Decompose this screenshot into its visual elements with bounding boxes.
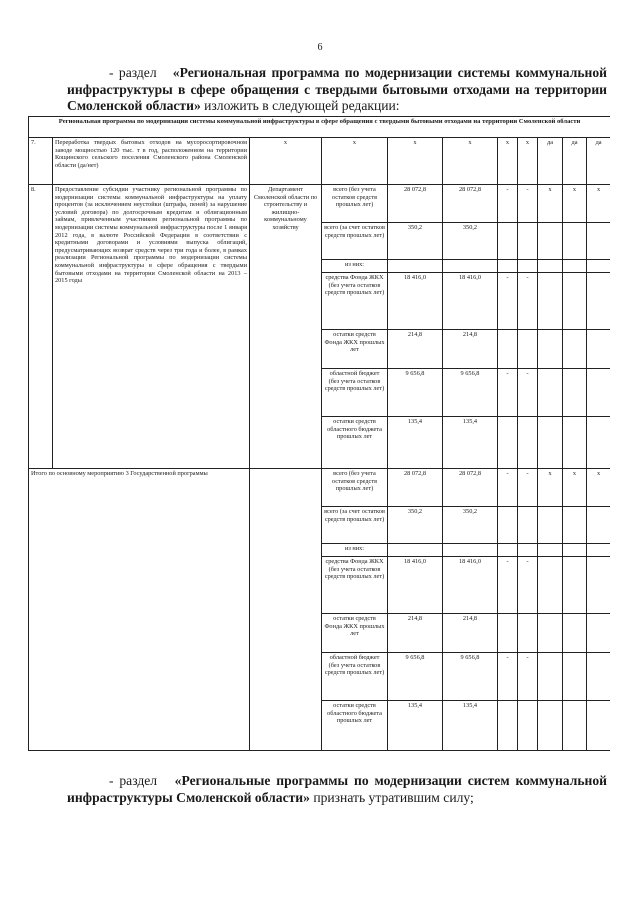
- flag-cell: х: [587, 185, 611, 223]
- flag-cell: [587, 544, 611, 557]
- row7-cell: х: [518, 138, 538, 185]
- flag-cell: [538, 260, 563, 273]
- program-table: [28, 116, 610, 774]
- amount-total: [388, 544, 443, 557]
- source-label: всего (за счет остатков средств прошлых лет): [322, 223, 388, 260]
- outro-prefix: - раздел: [109, 773, 158, 788]
- source-label: областной бюджет (без учета остатков средств прошлых лет): [322, 653, 388, 701]
- amount-year1: [443, 544, 498, 557]
- flag-cell: [538, 223, 563, 260]
- flag-cell: [587, 653, 611, 701]
- amount-year3: -: [518, 557, 538, 614]
- flag-cell: [538, 369, 563, 417]
- flag-cell: х: [563, 185, 587, 223]
- intro-program-title: «Региональная программа по модернизации системы коммунальной инфраструктуры в сфере обращения с твердыми бытовыми отходами на территории Смоленской области»: [67, 65, 607, 113]
- row7-name: Переработка твердых бытовых отходов на мусоросортировочном заводе мощностью 120 тыс. т в год, расположенном на территории Кощинского сельского поселения Смоленского района Смоленской области (да/нет): [53, 138, 250, 185]
- flag-cell: х: [538, 469, 563, 507]
- amount-total: 135,4: [388, 417, 443, 469]
- amount-total: 28 072,8: [388, 469, 443, 507]
- amount-year2: [498, 614, 518, 653]
- intro-paragraph: [67, 65, 607, 115]
- amount-year2: -: [498, 369, 518, 417]
- flag-cell: [587, 557, 611, 614]
- amount-year2: -: [498, 653, 518, 701]
- row7-cell: х: [443, 138, 498, 185]
- amount-year3: [518, 330, 538, 369]
- amount-year2: [498, 417, 518, 469]
- flag-cell: х: [587, 469, 611, 507]
- amount-year1: 28 072,8: [443, 469, 498, 507]
- amount-year3: -: [518, 469, 538, 507]
- source-label: всего (без учета остатков средств прошлых лет): [322, 185, 388, 223]
- amount-year1: 214,8: [443, 614, 498, 653]
- flag-cell: [563, 557, 587, 614]
- flag-cell: [538, 330, 563, 369]
- flag-cell: [587, 614, 611, 653]
- amount-year1: 28 072,8: [443, 185, 498, 223]
- total-executor: [250, 469, 322, 751]
- amount-total: 135,4: [388, 701, 443, 751]
- amount-year3: [518, 417, 538, 469]
- row7-cell: х: [498, 138, 518, 185]
- amount-year2: -: [498, 185, 518, 223]
- amount-year3: -: [518, 273, 538, 330]
- flag-cell: [587, 330, 611, 369]
- source-label: остатки средств Фонда ЖКХ прошлых лет: [322, 614, 388, 653]
- amount-year3: [518, 507, 538, 544]
- amount-year2: -: [498, 469, 518, 507]
- flag-cell: [563, 653, 587, 701]
- flag-cell: [538, 653, 563, 701]
- flag-cell: [563, 417, 587, 469]
- row8-name: Предоставление субсидии участнику региональной программы по модернизации системы коммунальной инфраструктуры на уплату процентов (за исключением неустойки (штрафа, пеней) за нарушение условий договора) по долгосрочным кредитам и облигационным займам, привлеченным участником региональной программы по модернизации системы коммунальной инфраструктуры после 1 января 2012 года, в валюте Российской Федерации в соответствии с кредитными договорами и условиями выпуска облигаций, предусматривающих возврат средств через три года и более, в рамках реализации Региональной программы по модернизации системы коммунальной инфраструктуры в сфере обращения с твердыми бытовыми отходами на территории Смоленской области на 2013 – 2015 годы: [53, 185, 250, 469]
- source-label: средства Фонда ЖКХ (без учета остатков средств прошлых лет): [322, 273, 388, 330]
- flag-cell: [538, 507, 563, 544]
- amount-year1: 9 656,8: [443, 369, 498, 417]
- source-label: из них:: [322, 544, 388, 557]
- amount-year3: [518, 701, 538, 751]
- amount-year3: -: [518, 369, 538, 417]
- source-label: всего (без учета остатков средств прошлых лет): [322, 469, 388, 507]
- page-number: 6: [317, 42, 323, 53]
- amount-year3: [518, 614, 538, 653]
- outro-paragraph: [67, 773, 607, 806]
- amount-total: 28 072,8: [388, 185, 443, 223]
- flag-cell: [563, 507, 587, 544]
- amount-year2: [498, 260, 518, 273]
- amount-year2: -: [498, 557, 518, 614]
- flag-cell: [587, 273, 611, 330]
- amount-year1: 350,2: [443, 507, 498, 544]
- flag-cell: [587, 507, 611, 544]
- row8-number: 8.: [29, 185, 53, 469]
- source-label: из них:: [322, 260, 388, 273]
- amount-year3: -: [518, 653, 538, 701]
- flag-cell: [563, 330, 587, 369]
- row7-cell: да: [563, 138, 587, 185]
- source-label: средства Фонда ЖКХ (без учета остатков средств прошлых лет): [322, 557, 388, 614]
- flag-cell: [587, 223, 611, 260]
- intro-prefix: - раздел: [109, 65, 157, 80]
- source-label: остатки средств областного бюджета прошлых лет: [322, 417, 388, 469]
- flag-cell: [563, 223, 587, 260]
- row8-executor: Департамент Смоленской области по строительству и жилищно-коммунальному хозяйству: [250, 185, 322, 469]
- flag-cell: [538, 273, 563, 330]
- row7-cell: да: [538, 138, 563, 185]
- row7-cell: х: [322, 138, 388, 185]
- flag-cell: [563, 701, 587, 751]
- amount-year3: [518, 544, 538, 557]
- amount-year2: [498, 544, 518, 557]
- amount-year1: 18 416,0: [443, 273, 498, 330]
- amount-total: 9 656,8: [388, 653, 443, 701]
- amount-year1: 9 656,8: [443, 653, 498, 701]
- flag-cell: [563, 544, 587, 557]
- amount-year2: [498, 507, 518, 544]
- flag-cell: [538, 544, 563, 557]
- total-name: Итого по основному мероприятию 3 Государственной программы: [29, 469, 250, 751]
- flag-cell: [563, 369, 587, 417]
- source-label: всего (за счет остатков средств прошлых лет): [322, 507, 388, 544]
- flag-cell: [538, 557, 563, 614]
- flag-cell: [563, 260, 587, 273]
- source-label: областной бюджет (без учета остатков средств прошлых лет): [322, 369, 388, 417]
- amount-year1: 214,8: [443, 330, 498, 369]
- flag-cell: [538, 701, 563, 751]
- amount-total: 18 416,0: [388, 273, 443, 330]
- outro-suffix: признать утратившим силу;: [313, 789, 474, 805]
- flag-cell: [587, 701, 611, 751]
- row7-cell: х: [250, 138, 322, 185]
- amount-year1: 135,4: [443, 701, 498, 751]
- flag-cell: [563, 273, 587, 330]
- amount-year2: [498, 701, 518, 751]
- outro-program-title: «Региональные программы по модернизации систем коммунальной инфраструктуры Смоленской области»: [67, 773, 607, 805]
- amount-total: 350,2: [388, 223, 443, 260]
- flag-cell: [587, 369, 611, 417]
- flag-cell: [587, 260, 611, 273]
- flag-cell: [538, 614, 563, 653]
- row7-cell: х: [388, 138, 443, 185]
- amount-total: 214,8: [388, 330, 443, 369]
- amount-total: 350,2: [388, 507, 443, 544]
- amount-year3: [518, 260, 538, 273]
- amount-year2: -: [498, 273, 518, 330]
- flag-cell: х: [538, 185, 563, 223]
- amount-total: 214,8: [388, 614, 443, 653]
- amount-year2: [498, 330, 518, 369]
- flag-cell: [563, 614, 587, 653]
- flag-cell: х: [563, 469, 587, 507]
- amount-year2: [498, 223, 518, 260]
- amount-year1: 135,4: [443, 417, 498, 469]
- amount-total: 9 656,8: [388, 369, 443, 417]
- amount-total: 18 416,0: [388, 557, 443, 614]
- amount-year1: [443, 260, 498, 273]
- amount-total: [388, 260, 443, 273]
- flag-cell: [587, 417, 611, 469]
- amount-year1: 350,2: [443, 223, 498, 260]
- row7-number: 7.: [29, 138, 53, 185]
- amount-year3: [518, 223, 538, 260]
- table-header: Региональная программа по модернизации системы коммунальной инфраструктуры в сфере обращения с твердыми бытовыми отходами на территории Смоленской области: [29, 117, 611, 138]
- source-label: остатки средств областного бюджета прошлых лет: [322, 701, 388, 751]
- row7-cell: да: [587, 138, 611, 185]
- source-label: остатки средств Фонда ЖКХ прошлых лет: [322, 330, 388, 369]
- intro-suffix: изложить в следующей редакции:: [204, 98, 400, 113]
- amount-year3: -: [518, 185, 538, 223]
- flag-cell: [538, 417, 563, 469]
- amount-year1: 18 416,0: [443, 557, 498, 614]
